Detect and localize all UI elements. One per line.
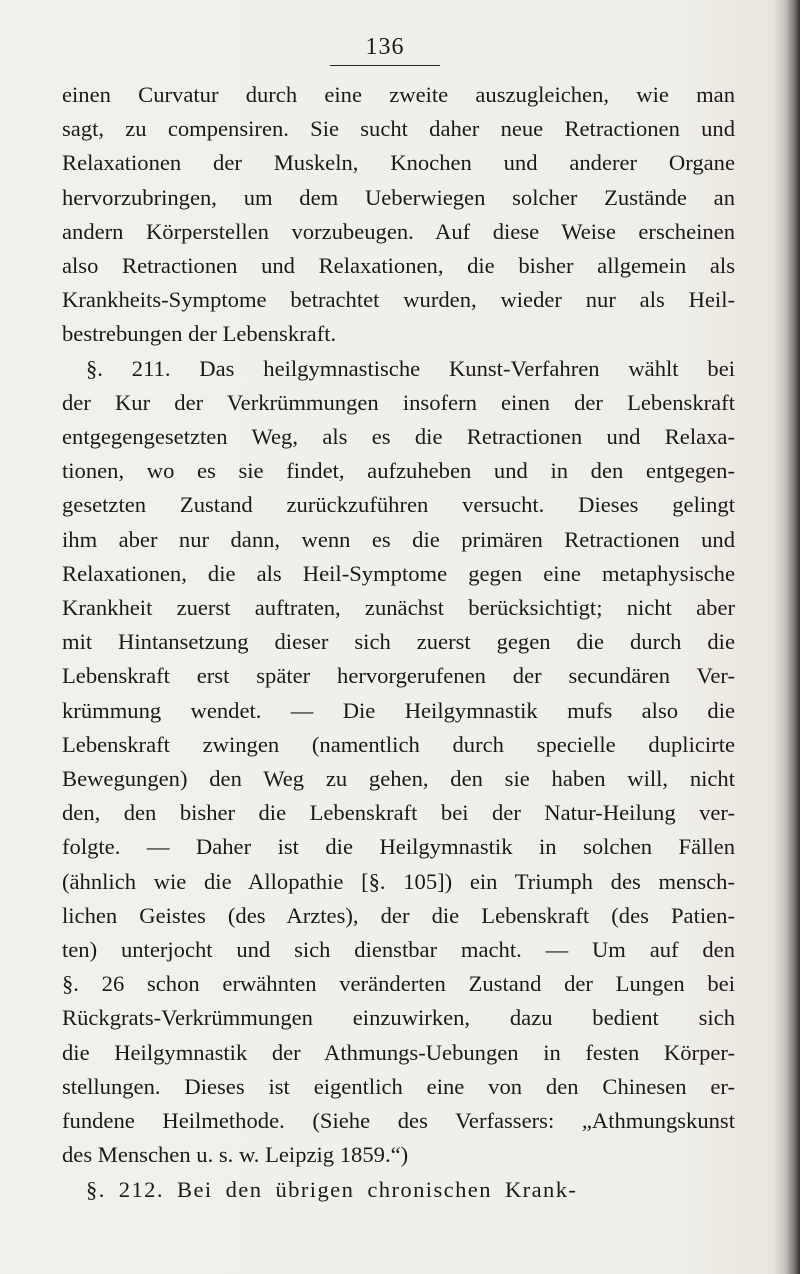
text-line: mit Hintansetzung dieser sich zuerst gegen die durch die — [62, 629, 735, 655]
text-line: tionen, wo es sie findet, aufzuheben und in den entgegen- — [62, 458, 735, 484]
text-line: §. 26 schon erwähnten veränderten Zustand der Lungen bei — [62, 971, 735, 997]
text-line: einen Curvatur durch eine zweite auszugleichen, wie man — [62, 82, 735, 107]
text-line: Relaxationen der Muskeln, Knochen und anderer Organe — [62, 150, 735, 176]
text-line: bestrebungen der Lebenskraft. — [62, 321, 337, 347]
text-line: Relaxationen, die als Heil-Symptome gegen eine metaphysische — [62, 560, 735, 586]
text-line: andern Körperstellen vorzubeugen. Auf diese Weise erscheinen — [62, 218, 735, 244]
text-line: hervorzubringen, um dem Ueberwiegen solcher Zustände an — [62, 184, 735, 210]
text-line: Krankheits-Symptome betrachtet wurden, wieder nur als Heil- — [62, 287, 735, 313]
text-line: den, den bisher die Lebenskraft bei der Natur-Heilung ver- — [62, 800, 735, 826]
text-line: ten) unterjocht und sich dienstbar macht. — Um auf den — [62, 937, 735, 963]
text-line: gesetzten Zustand zurückzuführen versucht. Dieses gelingt — [62, 492, 735, 518]
body-text — [62, 78, 735, 1207]
text-line: Krankheit zuerst auftraten, zunächst berücksichtigt; nicht aber — [62, 595, 735, 621]
paragraph-212-start: §. 212. Bei den übrigen chronischen Krank- — [86, 1176, 578, 1202]
text-line: sagt, zu compensiren. Sie sucht daher neue Retractionen und — [62, 116, 735, 142]
page-edge-shadow — [774, 0, 800, 1274]
text-line: der Kur der Verkrümmungen insofern einen der Lebenskraft — [62, 389, 735, 415]
text-line: Lebenskraft erst später hervorgerufenen der secundären Ver- — [62, 663, 735, 689]
text-line: lichen Geistes (des Arztes), der die Lebenskraft (des Patien- — [62, 902, 735, 928]
text-line: Rückgrats-Verkrümmungen einzuwirken, dazu bedient sich — [62, 1005, 735, 1031]
text-line: folgte. — Daher ist die Heilgymnastik in solchen Fällen — [62, 834, 735, 860]
paragraph-211-start: §. 211. Das heilgymnastische Kunst-Verfahren wählt bei — [86, 355, 735, 381]
text-line: krümmung wendet. — Die Heilgymnastik mufs also die — [62, 697, 735, 723]
text-line: Bewegungen) den Weg zu gehen, den sie haben will, nicht — [62, 766, 735, 792]
text-line: stellungen. Dieses ist eigentlich eine von den Chinesen er- — [62, 1073, 735, 1099]
text-line: Lebenskraft zwingen (namentlich durch specielle duplicirte — [62, 731, 735, 757]
text-line: entgegengesetzten Weg, als es die Retractionen und Relaxa- — [62, 424, 735, 450]
text-line: ihm aber nur dann, wenn es die primären Retractionen und — [62, 526, 735, 552]
text-line: fundene Heilmethode. (Siehe des Verfassers: „Athmungskunst — [62, 1108, 735, 1134]
text-line: (ähnlich wie die Allopathie [§. 105]) ein Triumph des mensch- — [62, 868, 735, 894]
text-line: also Retractionen und Relaxationen, die bisher allgemein als — [62, 253, 735, 279]
text-line: des Menschen u. s. w. Leipzig 1859.“) — [62, 1142, 409, 1168]
text-line: die Heilgymnastik der Athmungs-Uebungen in festen Körper- — [62, 1039, 735, 1065]
page-number: 136 — [330, 34, 440, 66]
